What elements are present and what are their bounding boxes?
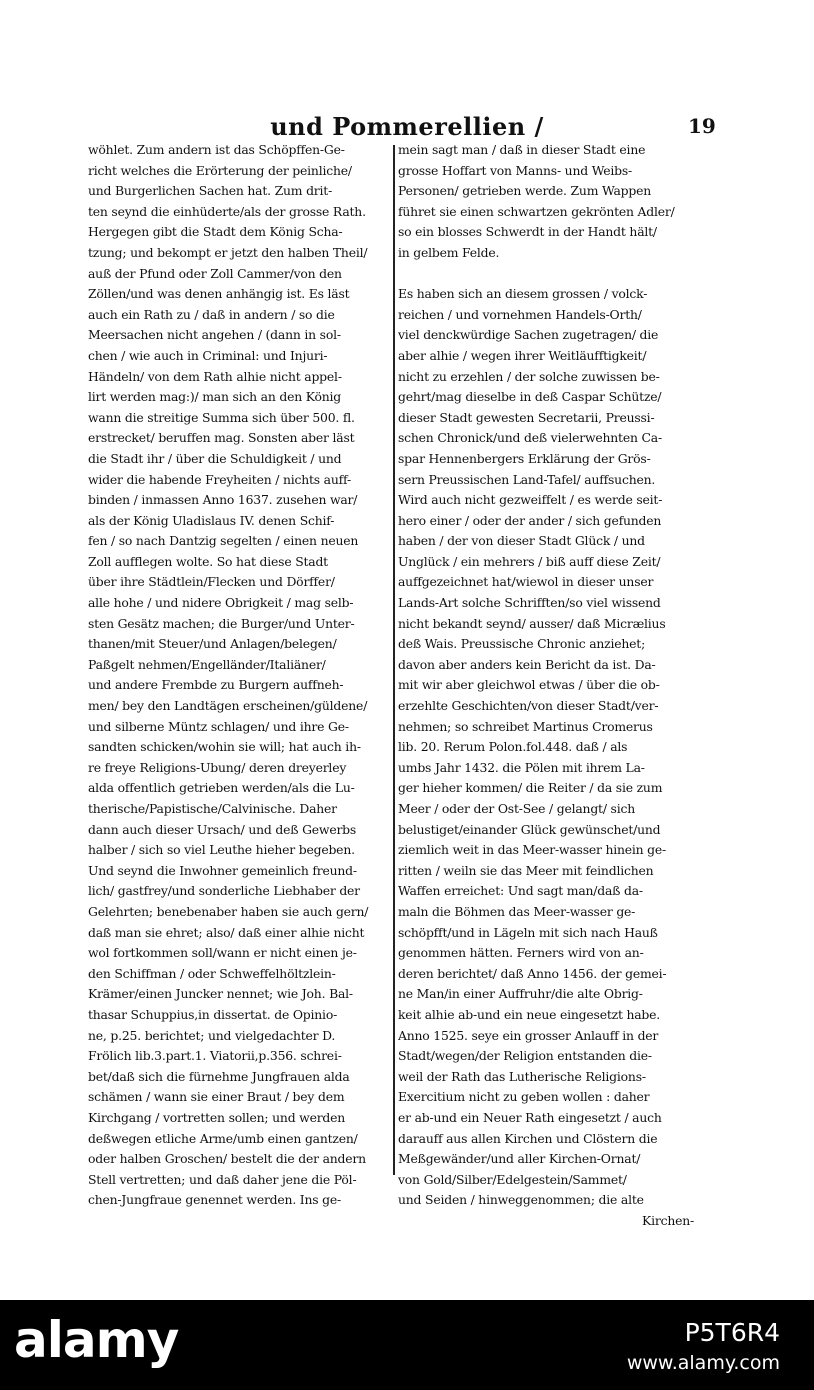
text-line: dieser Stadt gewesten Secretarii, Preussi-	[398, 409, 655, 425]
text-line: Exercitium nicht zu geben wollen : daher	[398, 1089, 650, 1105]
text-line: Wird auch nicht gezweiffelt / es werde seit-	[398, 492, 663, 508]
text-line: richt welches die Erörterung der peinliche/	[88, 162, 352, 178]
text-line: halber / sich so viel Leuthe hieher begeben.	[88, 842, 355, 858]
text-line: Frölich lib.3.part.1. Viatorii,p.356. schrei-	[88, 1048, 342, 1064]
text-line: Händeln/ von dem Rath alhie nicht appel-	[88, 368, 342, 384]
text-line: sandten schicken/wohin sie will; hat auch ih-	[88, 739, 361, 755]
text-line: und andere Frembde zu Burgern auffneh-	[88, 677, 344, 693]
running-header: und Pommerellien /	[270, 112, 544, 141]
text-line: viel denckwürdige Sachen zugetragen/ die	[398, 327, 659, 343]
text-line: ne, p.25. berichtet; und vielgedachter D.	[88, 1027, 336, 1043]
text-line: nicht bekandt seynd/ ausser/ daß Micrælius	[398, 615, 666, 631]
text-line: über ihre Städtlein/Flecken und Dörffer/	[88, 574, 335, 590]
text-line: nehmen; so schreibet Martinus Cromerus	[398, 718, 653, 734]
text-line: dann auch dieser Ursach/ und deß Gewerbs	[88, 821, 357, 837]
text-line: nicht zu erzehlen / der solche zuwissen be-	[398, 368, 660, 384]
text-line: binden / inmassen Anno 1637. zusehen war/	[88, 492, 358, 508]
text-line: mit wir aber gleichwol etwas / über die ob-	[398, 677, 660, 693]
text-line: oder halben Groschen/ bestelt die der andern	[88, 1151, 366, 1167]
text-line: umbs Jahr 1432. die Pölen mit ihrem La-	[398, 759, 645, 775]
text-line: weil der Rath das Lutherische Religions-	[398, 1068, 646, 1084]
text-line: von Gold/Silber/Edelgestein/Sammet/	[398, 1171, 627, 1187]
text-line: lib. 20. Rerum Polon.fol.448. daß / als	[398, 739, 628, 755]
text-line: Hergegen gibt die Stadt dem König Scha-	[88, 224, 343, 240]
text-line: tzung; und bekompt er jetzt den halben Theil/	[88, 244, 368, 260]
text-line: Anno 1525. seye ein grosser Anlauff in der	[398, 1027, 659, 1043]
text-line: gehrt/mag dieselbe in deß Caspar Schütze/	[398, 389, 662, 405]
text-line: in gelbem Felde.	[398, 244, 500, 260]
text-line: Es haben sich an diesem grossen / volck-	[398, 286, 648, 302]
text-line: lirt werden mag:)/ man sich an den König	[88, 389, 341, 405]
text-line: Krämer/einen Juncker nennet; wie Joh. Bal-	[88, 986, 353, 1002]
text-line: chen / wie auch in Criminal: und Injuri-	[88, 347, 328, 363]
text-line: thasar Schuppius,in dissertat. de Opinio-	[88, 1006, 338, 1022]
text-line: ritten / weiln sie das Meer mit feindlichen	[398, 862, 654, 878]
text-line: darauff aus allen Kirchen und Clöstern die	[398, 1130, 658, 1146]
text-line: hero einer / oder der ander / sich gefunden	[398, 512, 662, 528]
left-text-column	[88, 140, 388, 1211]
text-line: thanen/mit Steuer/und Anlagen/belegen/	[88, 636, 337, 652]
text-line: lich/ gastfrey/und sonderliche Liebhaber der	[88, 883, 360, 899]
text-line: aber alhie / wegen ihrer Weitläufftigkeit/	[398, 347, 647, 363]
brand-logo: alamy	[14, 1311, 179, 1369]
text-line: Und seynd die Inwohner gemeinlich freund-	[88, 862, 357, 878]
text-line: führet sie einen schwartzen gekrönten Adler/	[398, 203, 675, 219]
text-line: Kirchgang / vortretten sollen; und werden	[88, 1109, 346, 1125]
text-line: therische/Papistische/Calvinische. Daher	[88, 801, 337, 816]
text-line: Waffen erreichet: Und sagt man/daß da-	[398, 883, 643, 899]
text-line: deren berichtet/ daß Anno 1456. der gemei-	[398, 965, 667, 981]
text-line: Lands-Art solche Schrifften/so viel wissend	[398, 595, 661, 611]
text-line: wöhlet. Zum andern ist das Schöpffen-Ge-	[88, 142, 345, 157]
text-line: ne Man/in einer Auffruhr/die alte Obrig-	[398, 986, 643, 1002]
text-line: auch ein Rath zu / daß in andern / so die	[88, 306, 335, 322]
text-line: Meßgewänder/und aller Kirchen-Ornat/	[398, 1151, 641, 1167]
column-divider	[393, 145, 395, 1175]
text-line: maln die Böhmen das Meer-wasser ge-	[398, 903, 636, 919]
text-line: erstrecket/ beruffen mag. Sonsten aber läst	[88, 430, 355, 446]
text-line: Kirchen-	[642, 1212, 694, 1228]
text-line: bet/daß sich die fürnehme Jungfrauen alda	[88, 1068, 350, 1084]
text-line: die Stadt ihr / über die Schuldigkeit / und	[88, 450, 342, 466]
text-line: daß man sie ehret; also/ daß einer alhie nicht	[88, 924, 365, 940]
text-line: Stell vertretten; und daß daher jene die Pöl-	[88, 1171, 357, 1187]
text-line: Stadt/wegen/der Religion entstanden die-	[398, 1048, 652, 1064]
text-line: davon aber anders kein Bericht da ist. Da-	[398, 656, 656, 672]
text-line: re freye Religions-Ubung/ deren dreyerley	[88, 759, 347, 775]
text-line: so ein blosses Schwerdt in der Handt hält/	[398, 224, 657, 240]
text-line: haben / der von dieser Stadt Glück / und	[398, 533, 645, 549]
text-line: Meersachen nicht angehen / (dann in sol-	[88, 327, 341, 343]
text-line: belustiget/einander Glück gewünschet/und	[398, 821, 661, 837]
text-line: deß Wais. Preussische Chronic anziehet;	[398, 636, 646, 652]
text-line: mein sagt man / daß in dieser Stadt eine	[398, 142, 646, 157]
text-line: Zoll aufflegen wolte. So hat diese Stadt	[88, 553, 328, 569]
text-line: wol fortkommen soll/wann er nicht einen je-	[88, 945, 357, 961]
text-line: ziemlich weit in das Meer-wasser hinein ge-	[398, 842, 667, 858]
text-line: sten Gesätz machen; die Burger/und Unter-	[88, 615, 355, 631]
text-line: ten seynd die einhüderte/als der grosse Rath.	[88, 203, 366, 219]
text-line: genommen hätten. Ferners wird von an-	[398, 945, 644, 961]
text-line: Zöllen/und was denen anhängig ist. Es läst	[88, 286, 350, 302]
text-line: Personen/ getrieben werde. Zum Wappen	[398, 183, 652, 199]
text-line: deßwegen etliche Arme/umb einen gantzen/	[88, 1130, 358, 1146]
text-line: schöpfft/und in Lägeln mit sich nach Hauß	[398, 924, 658, 940]
text-line: auffgezeichnet hat/wiewol in dieser unser	[398, 574, 654, 590]
site-url: www.alamy.com	[626, 1352, 780, 1374]
text-line: ger hieher kommen/ die Reiter / da sie zum	[398, 780, 663, 796]
text-line: reichen / und vornehmen Handels-Orth/	[398, 306, 642, 322]
text-line: auß der Pfund oder Zoll Cammer/von den	[88, 265, 342, 281]
text-line: den Schiffman / oder Schweffelhöltzlein-	[88, 965, 336, 981]
page-number: 19	[688, 114, 716, 138]
text-line: grosse Hoffart von Manns- und Weibs-	[398, 162, 632, 178]
text-line: keit alhie ab-und ein neue eingesetzt habe.	[398, 1006, 661, 1022]
text-line: erzehlte Geschichten/von dieser Stadt/ver-	[398, 698, 659, 714]
text-line: wider die habende Freyheiten / nichts auff-	[88, 471, 351, 487]
text-line: und Seiden / hinweggenommen; die alte	[398, 1192, 644, 1208]
text-line	[398, 264, 694, 285]
text-line: alda offentlich getrieben werden/als die Lu-	[88, 780, 355, 796]
text-line: er ab-und ein Neuer Rath eingesetzt / auch	[398, 1109, 662, 1125]
text-line: Paßgelt nehmen/Engelländer/Italiäner/	[88, 656, 326, 672]
text-line: schen Chronick/und deß vielerwehnten Ca-	[398, 430, 662, 446]
text-line: Meer / oder der Ost-See / gelangt/ sich	[398, 801, 635, 816]
image-id: P5T6R4	[684, 1318, 780, 1347]
text-line: sern Preussischen Land-Tafel/ auffsuchen.	[398, 471, 656, 487]
right-text-column	[398, 140, 694, 1231]
text-line: wann die streitige Summa sich über 500. fl.	[88, 409, 355, 425]
text-line: chen-Jungfraue genennet werden. Ins ge-	[88, 1192, 342, 1208]
text-line: men/ bey den Landtägen erscheinen/güldene/	[88, 698, 368, 714]
text-line: alle hohe / und nidere Obrigkeit / mag selb-	[88, 595, 354, 611]
text-line: Unglück / ein mehrers / biß auff diese Zeit/	[398, 553, 661, 569]
text-line: und Burgerlichen Sachen hat. Zum drit-	[88, 183, 333, 199]
text-line: als der König Uladislaus IV. denen Schif-	[88, 512, 335, 528]
text-line: Gelehrten; benebenaber haben sie auch gern/	[88, 903, 369, 919]
text-line: spar Hennenbergers Erklärung der Grös-	[398, 450, 651, 466]
text-line: schämen / wann sie einer Braut / bey dem	[88, 1089, 345, 1105]
text-line: fen / so nach Dantzig segelten / einen neuen	[88, 533, 359, 549]
text-line: und silberne Müntz schlagen/ und ihre Ge-	[88, 718, 349, 734]
